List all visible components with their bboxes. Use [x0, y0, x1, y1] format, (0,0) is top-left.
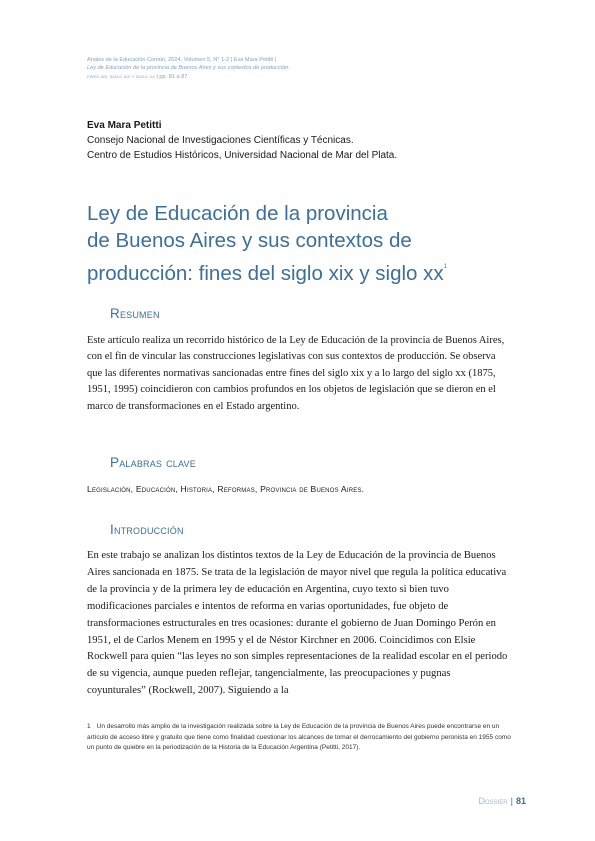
- resumen-heading: Resumen: [110, 306, 160, 321]
- keywords-heading: Palabras clave: [110, 455, 196, 470]
- author-affiliation-1: Consejo Nacional de Investigaciones Científicas y Técnicas.: [87, 135, 354, 146]
- folio-section: Dossier: [478, 796, 508, 806]
- footnote: [87, 722, 511, 754]
- title-line-3: producción: fines del siglo xix y siglo xx: [87, 262, 444, 285]
- running-header: [87, 56, 387, 81]
- page-number: 81: [515, 796, 526, 806]
- abstract-text: Este artículo realiza un recorrido histórico de la Ley de Educación de la provincia de Buenos Aires, con el fin de vincular las construcciones legislativas con sus contextos de producción. Se observa que las diferentes normativas sancionadas entre fines del siglo xix y a lo largo del siglo xx (1875, 1951, 1995) coincidieron con cambios profundos en los objetos de legislación que se dieron en el marco de transformaciones en el Estado argentino.: [87, 335, 505, 412]
- title-line-1: Ley de Educación de la provincia: [87, 202, 388, 225]
- keywords-list: Legislación, Educación, Historia, Reformas, Provincia de Buenos Aires.: [87, 484, 365, 494]
- article-title: [87, 200, 527, 287]
- footnote-number: 1: [87, 723, 91, 730]
- introduction-text: En este trabajo se analizan los distintos textos de la Ley de Educación de la provincia de Buenos Aires sancionada en 1875. Se trata de la legislación de mayor nivel que regula la política educativa de la provincia y de la primera ley de educación en Argentina, cuyo texto si bien tuvo modificaciones parciales e intentos de reforma en varias oportunidades, fue objeto de transformaciones estructurales en tres ocasiones: durante el gobierno de Juan Domingo Perón en 1951, el de Carlos Menem en 1995 y el de Néstor Kirchner en 2006. Coincidimos con Elsie Rockwell para quien “las leyes no son simples representaciones de la realidad escolar en el periodo de su vigencia, aunque pueden reflejar, tangencialmente, las preocupaciones y pugnas coyunturales” (Rockwell, 2007). Siguiendo a la: [87, 550, 508, 697]
- header-title-line-end: fines del siglo xix y siglo xx | pp. 81 a 87: [87, 73, 188, 80]
- title-footnote-mark[interactable]: 1: [443, 264, 447, 270]
- author-affiliation-2: Centro de Estudios Históricos, Universidad Nacional de Mar del Plata.: [87, 150, 398, 161]
- header-journal-line: Anales de la Educación Común, 2024, Volumen 5, N° 1-2 | Eva Mara Petitti |: [87, 57, 277, 63]
- page-folio: [478, 796, 526, 806]
- title-line-2: de Buenos Aires y sus contextos de: [87, 229, 412, 252]
- header-title-line: Ley de Educación de la provincia de Buenos Aires y sus contextos de producción:: [87, 65, 290, 72]
- folio-separator: |: [510, 796, 513, 806]
- introduccion-heading: Introducción: [110, 522, 184, 537]
- author-block: [87, 118, 507, 163]
- author-name: Eva Mara Petitti: [87, 120, 162, 131]
- footnote-text: Un desarrollo más amplio de la investigación realizada sobre la Ley de Educación de la provincia de Buenos Aires puede encontrarse en un artículo de acceso libre y gratuito que tiene como finalidad cuestionar los alcances de tomar el derrocamiento del gobierno peronista en 1955 como un punto de quiebre en la periodización de la Historia de la Educación Argentina (Petitti, 2017).: [87, 723, 511, 752]
